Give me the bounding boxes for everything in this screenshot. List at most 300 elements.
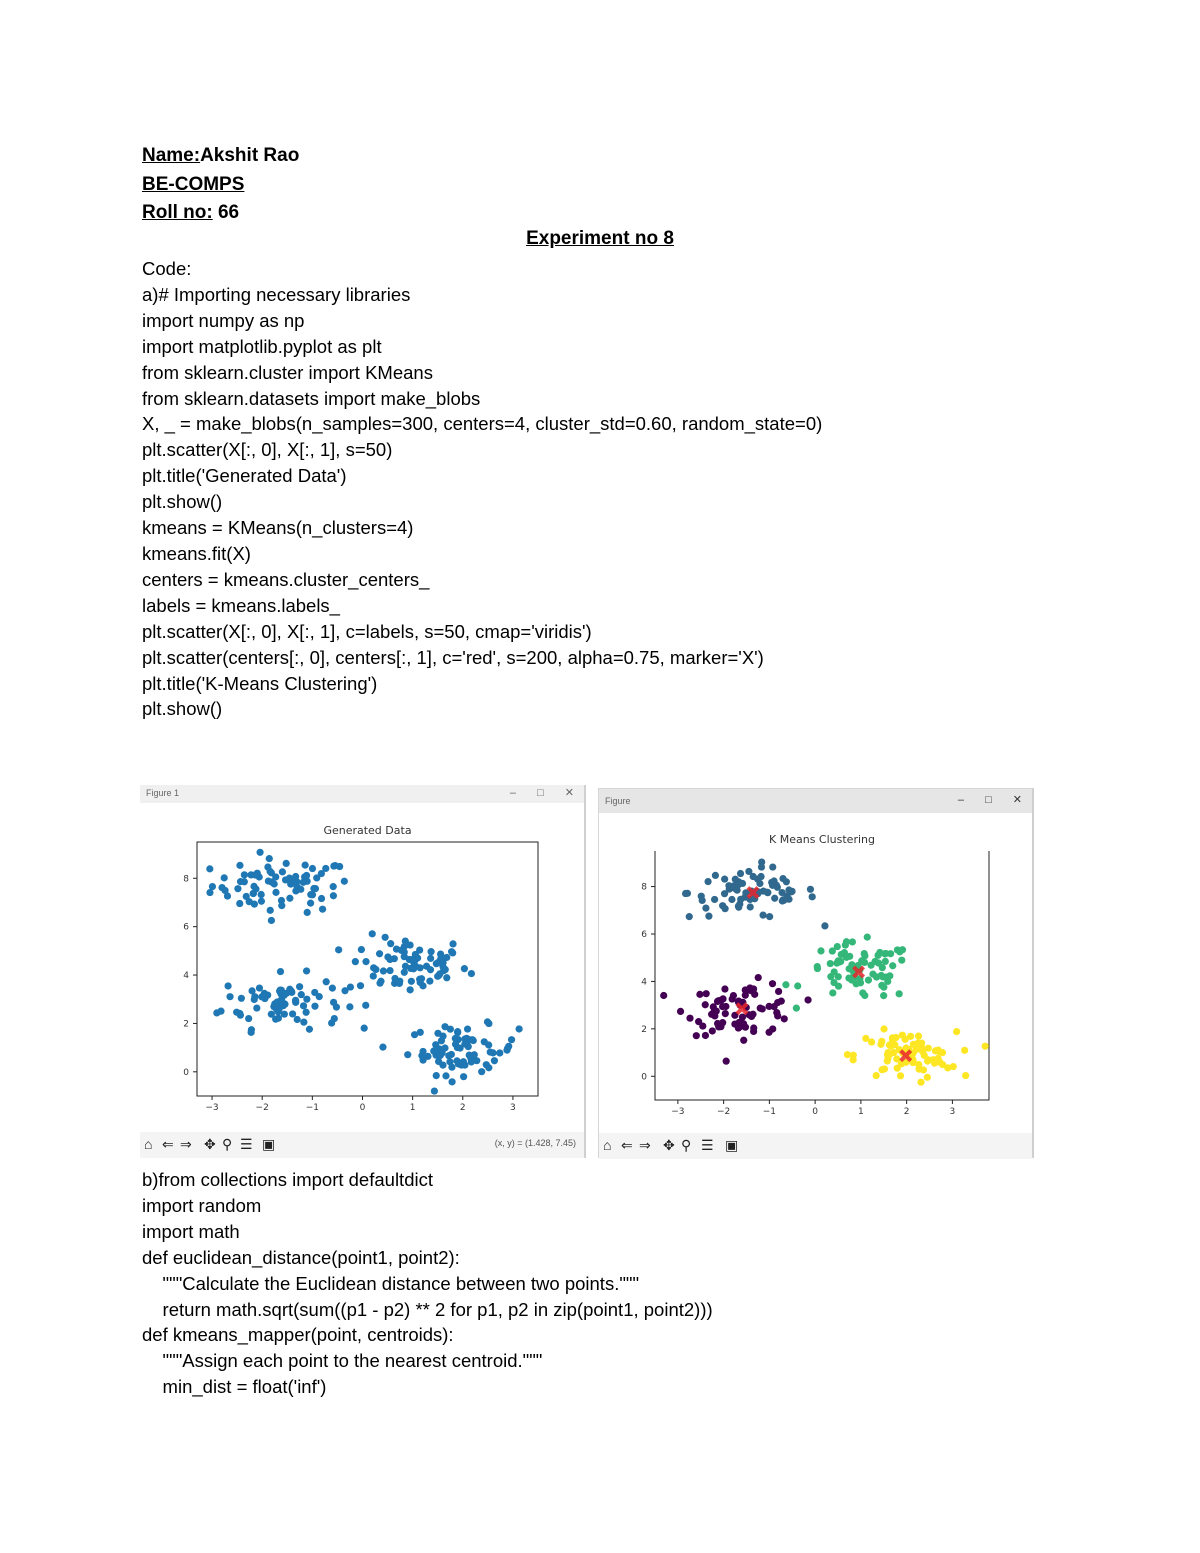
data-point <box>408 978 415 985</box>
data-point <box>300 1002 307 1009</box>
roll-value: 66 <box>212 202 240 223</box>
data-point <box>861 959 868 966</box>
chart-title: K Means Clustering <box>769 833 875 846</box>
data-point <box>880 992 887 999</box>
code-line: plt.scatter(centers[:, 0], centers[:, 1], c='red', s=200, alpha=0.75, marker='X') <box>142 646 764 668</box>
data-point <box>218 884 225 891</box>
code-line: plt.scatter(X[:, 0], X[:, 1], c=labels, s=50, cmap='viridis') <box>142 620 592 642</box>
data-point <box>407 941 414 948</box>
data-point <box>333 1004 340 1011</box>
home-icon[interactable]: ⌂ <box>603 1137 612 1153</box>
data-point <box>715 997 722 1004</box>
data-point <box>352 958 359 965</box>
data-point <box>728 896 735 903</box>
data-point <box>910 1041 917 1048</box>
data-point <box>380 967 387 974</box>
data-point <box>277 968 284 975</box>
data-point <box>427 948 434 955</box>
data-point <box>491 1057 498 1064</box>
data-point <box>272 889 279 896</box>
pan-icon[interactable]: ✥ <box>204 1136 216 1152</box>
data-point <box>742 1024 749 1031</box>
data-point <box>283 860 290 867</box>
data-point <box>278 998 285 1005</box>
data-point <box>267 868 274 875</box>
data-point <box>721 985 728 992</box>
data-point <box>341 878 348 885</box>
data-point <box>286 875 293 882</box>
close-icon[interactable]: ✕ <box>564 787 574 799</box>
name-value: Akshit Rao <box>200 145 300 166</box>
data-point <box>804 996 811 1003</box>
data-point <box>370 972 377 979</box>
data-point <box>268 1011 275 1018</box>
figure-toolbar <box>599 1133 1032 1159</box>
y-tick-label: 4 <box>183 971 189 982</box>
data-point <box>769 863 776 870</box>
data-point <box>843 938 850 945</box>
data-point <box>329 985 336 992</box>
data-point <box>712 872 719 879</box>
data-point <box>850 1056 857 1063</box>
data-point <box>312 885 319 892</box>
code-line: """Assign each point to the nearest centroid.""" <box>142 1350 543 1372</box>
data-point <box>221 874 228 881</box>
x-tick-label: −3 <box>205 1103 219 1113</box>
data-point <box>785 886 792 893</box>
code-line: centers = kmeans.cluster_centers_ <box>142 568 430 590</box>
data-point <box>217 1008 224 1015</box>
data-point <box>206 865 213 872</box>
kmeans-clustering-chart <box>599 789 1035 1133</box>
code-line: import random <box>142 1194 262 1216</box>
data-point <box>309 865 316 872</box>
plot-frame <box>197 842 538 1096</box>
data-point <box>865 977 872 984</box>
data-point <box>750 985 757 992</box>
data-point <box>886 972 893 979</box>
x-tick-label: −1 <box>762 1107 777 1117</box>
data-point <box>953 1028 960 1035</box>
code-line: def euclidean_distance(point1, point2): <box>142 1246 460 1268</box>
forward-icon[interactable]: ⇒ <box>180 1136 192 1152</box>
data-point <box>286 895 293 902</box>
data-point <box>404 1051 411 1058</box>
data-point <box>449 940 456 947</box>
data-point <box>485 1064 492 1071</box>
x-tick-label: 0 <box>359 1103 366 1113</box>
data-point <box>386 967 393 974</box>
data-point <box>769 980 776 987</box>
data-point <box>939 1061 946 1068</box>
data-point <box>962 1072 969 1079</box>
code-line: import matplotlib.pyplot as plt <box>142 335 382 357</box>
data-point <box>427 955 434 962</box>
data-point <box>272 873 279 880</box>
data-point <box>821 922 828 929</box>
data-point <box>759 912 766 919</box>
y-tick-label: 6 <box>641 930 647 940</box>
data-point <box>717 1023 724 1030</box>
data-point <box>288 988 295 995</box>
data-point <box>686 1015 693 1022</box>
home-icon[interactable]: ⌂ <box>144 1136 153 1152</box>
maximize-icon[interactable]: □ <box>985 794 992 806</box>
data-point <box>827 960 834 967</box>
x-tick-label: −3 <box>671 1107 685 1117</box>
data-point <box>226 993 233 1000</box>
data-point <box>930 1056 937 1063</box>
data-point <box>861 950 868 957</box>
code-line: return math.sqrt(sum((p1 - p2) ** 2 for p1, p2 in zip(point1, point2))) <box>142 1298 713 1320</box>
data-point <box>376 950 383 957</box>
figure-window-kmeans <box>598 788 1034 1158</box>
data-point <box>889 1036 896 1043</box>
data-point <box>455 1060 462 1067</box>
data-point <box>311 1003 318 1010</box>
data-point <box>448 948 455 955</box>
data-point <box>426 978 433 985</box>
code-line: labels = kmeans.labels_ <box>142 594 340 616</box>
y-tick-label: 4 <box>641 977 647 988</box>
data-point <box>464 1025 471 1032</box>
data-point <box>401 969 408 976</box>
data-point <box>830 979 837 986</box>
data-point <box>864 934 871 941</box>
data-point <box>835 957 842 964</box>
data-point <box>846 953 853 960</box>
data-point <box>461 1040 468 1047</box>
close-icon[interactable]: ✕ <box>1012 794 1022 806</box>
data-point <box>279 868 286 875</box>
data-point <box>897 1072 904 1079</box>
data-point <box>879 973 886 980</box>
data-point <box>898 957 905 964</box>
data-point <box>419 1048 426 1055</box>
data-point <box>433 1072 440 1079</box>
save-icon[interactable]: ▣ <box>262 1136 276 1152</box>
data-point <box>387 940 394 947</box>
back-icon[interactable]: ⇐ <box>621 1137 633 1153</box>
name-label: Name: <box>142 145 201 166</box>
data-point <box>439 959 446 966</box>
y-tick-label: 0 <box>641 1072 647 1083</box>
data-point <box>775 988 782 995</box>
data-point <box>919 1048 926 1055</box>
data-point <box>362 1002 369 1009</box>
data-point <box>303 996 310 1003</box>
code-line: from sklearn.datasets import make_blobs <box>142 387 481 409</box>
dept-label: BE-COMPS <box>142 173 245 195</box>
x-tick-label: 1 <box>409 1103 416 1113</box>
data-point <box>289 1010 296 1017</box>
data-point <box>307 900 314 907</box>
data-point <box>398 947 405 954</box>
data-point <box>330 883 337 890</box>
x-tick-label: 2 <box>459 1103 466 1113</box>
data-point <box>396 978 403 985</box>
data-point <box>248 1029 255 1036</box>
data-point <box>225 982 232 989</box>
data-point <box>437 1052 444 1059</box>
data-point <box>328 1019 335 1026</box>
data-point <box>750 873 757 880</box>
data-point <box>307 891 314 898</box>
code-block-b <box>142 1167 713 1400</box>
data-point <box>306 1026 313 1033</box>
data-point <box>880 984 887 991</box>
data-point <box>357 982 364 989</box>
data-point <box>686 913 693 920</box>
code-line: plt.title('Generated Data') <box>142 465 347 487</box>
data-point <box>780 897 787 904</box>
data-point <box>693 1032 700 1039</box>
data-point <box>677 1008 684 1015</box>
code-line: min_dist = float('inf') <box>142 1376 327 1398</box>
zoom-icon[interactable]: ⚲ <box>222 1136 233 1152</box>
data-point <box>734 887 741 894</box>
data-point <box>735 878 742 885</box>
data-point <box>504 1045 511 1052</box>
chart-title: Generated Data <box>323 824 412 837</box>
data-point <box>915 1066 922 1073</box>
data-point <box>268 917 275 924</box>
data-point <box>362 958 369 965</box>
data-point <box>313 874 320 881</box>
code-line: kmeans.fit(X) <box>142 542 251 564</box>
data-point <box>737 870 744 877</box>
data-point <box>276 987 283 994</box>
y-tick-label: 8 <box>641 882 647 893</box>
data-point <box>382 934 389 941</box>
y-tick-label: 2 <box>641 1024 647 1035</box>
save-icon[interactable]: ▣ <box>725 1137 739 1153</box>
code-line: import math <box>142 1220 240 1242</box>
data-point <box>296 983 303 990</box>
data-point <box>896 990 903 997</box>
data-point <box>708 1011 715 1018</box>
data-point <box>722 1010 729 1017</box>
data-point <box>379 1044 386 1051</box>
code-line: plt.scatter(X[:, 0], X[:, 1], s=50) <box>142 439 393 461</box>
data-point <box>896 948 903 955</box>
data-point <box>887 1042 894 1049</box>
data-point <box>252 871 259 878</box>
data-point <box>809 893 816 900</box>
pan-icon[interactable]: ✥ <box>663 1137 675 1153</box>
data-point <box>876 949 883 956</box>
data-point <box>982 1043 989 1050</box>
data-point <box>950 1063 957 1070</box>
data-point <box>894 1065 901 1072</box>
data-point <box>757 1005 764 1012</box>
code-line: import numpy as np <box>142 309 305 331</box>
figure-toolbar <box>140 1132 584 1158</box>
data-point <box>311 989 318 996</box>
code-line: kmeans = KMeans(n_clusters=4) <box>142 517 414 539</box>
data-point <box>441 1023 448 1030</box>
data-point <box>915 1032 922 1039</box>
data-point <box>278 902 285 909</box>
data-point <box>496 1049 503 1056</box>
data-point <box>867 962 874 969</box>
data-point <box>749 1011 756 1018</box>
data-point <box>233 1009 240 1016</box>
data-point <box>237 878 244 885</box>
data-point <box>696 991 703 998</box>
data-point <box>261 990 268 997</box>
data-point <box>386 956 393 963</box>
data-point <box>924 1074 931 1081</box>
data-point <box>873 1072 880 1079</box>
data-point <box>361 1025 368 1032</box>
code-line: plt.show() <box>142 491 223 513</box>
data-point <box>346 1003 353 1010</box>
data-point <box>250 890 257 897</box>
subplots-icon[interactable]: ☰ <box>701 1137 714 1153</box>
data-point <box>236 900 243 907</box>
data-point <box>461 1061 468 1068</box>
code-line: plt.title('K-Means Clustering') <box>142 672 378 694</box>
data-point <box>332 862 339 869</box>
data-point <box>893 1055 900 1062</box>
data-point <box>838 951 845 958</box>
data-point <box>238 995 245 1002</box>
data-point <box>303 967 310 974</box>
data-point <box>265 877 272 884</box>
data-point <box>448 1051 455 1058</box>
data-point <box>771 895 778 902</box>
data-point <box>794 982 801 989</box>
data-point <box>281 1011 288 1018</box>
data-point <box>702 1001 709 1008</box>
data-point <box>485 1020 492 1027</box>
data-point <box>760 887 767 894</box>
data-point <box>719 902 726 909</box>
data-point <box>817 947 824 954</box>
generated-data-chart <box>140 785 586 1132</box>
data-point <box>319 906 326 913</box>
data-point <box>719 1003 726 1010</box>
data-point <box>774 884 781 891</box>
data-point <box>917 1079 924 1086</box>
data-point <box>416 946 423 953</box>
data-point <box>740 1037 747 1044</box>
data-point <box>300 1019 307 1026</box>
forward-icon[interactable]: ⇒ <box>639 1137 651 1153</box>
data-point <box>241 871 248 878</box>
data-point <box>705 913 712 920</box>
data-point <box>782 981 789 988</box>
data-point <box>711 896 718 903</box>
data-point <box>256 984 263 991</box>
y-tick-label: 6 <box>183 922 189 933</box>
data-point <box>298 991 305 998</box>
data-point <box>882 958 889 965</box>
data-point <box>703 990 710 997</box>
roll-line <box>142 199 299 228</box>
name-line <box>142 142 299 171</box>
data-point <box>302 862 309 869</box>
data-point <box>721 876 728 883</box>
code-line: from sklearn.cluster import KMeans <box>142 361 433 383</box>
data-point <box>410 959 417 966</box>
zoom-icon[interactable]: ⚲ <box>681 1137 692 1153</box>
data-point <box>857 979 864 986</box>
data-point <box>418 975 425 982</box>
data-point <box>292 997 299 1004</box>
data-point <box>781 1015 788 1022</box>
maximize-icon[interactable]: □ <box>537 787 544 799</box>
data-point <box>758 863 765 870</box>
data-point <box>889 962 896 969</box>
x-tick-label: 3 <box>949 1107 956 1117</box>
data-point <box>303 872 310 879</box>
data-point <box>699 1022 706 1029</box>
data-point <box>376 980 383 987</box>
data-point <box>417 964 424 971</box>
data-point <box>468 1058 475 1065</box>
data-point <box>878 1066 885 1073</box>
data-point <box>256 849 263 856</box>
data-point <box>304 909 311 916</box>
data-point <box>868 1038 875 1045</box>
data-point <box>294 1016 301 1023</box>
data-point <box>660 992 667 999</box>
minimize-icon[interactable]: – <box>509 787 516 799</box>
data-point <box>246 898 253 905</box>
code-line: b)from collections import defaultdict <box>142 1169 433 1190</box>
data-point <box>431 1087 438 1094</box>
data-point <box>303 1009 310 1016</box>
data-point <box>774 1012 781 1019</box>
data-point <box>266 855 273 862</box>
data-point <box>834 943 841 950</box>
code-line: a)# Importing necessary libraries <box>142 283 411 305</box>
x-tick-label: −1 <box>305 1103 319 1113</box>
data-point <box>750 1028 757 1035</box>
x-tick-label: −2 <box>255 1103 269 1113</box>
data-point <box>258 898 265 905</box>
data-point <box>253 1004 260 1011</box>
back-icon[interactable]: ⇐ <box>162 1136 174 1152</box>
data-point <box>435 1058 442 1065</box>
data-point <box>234 885 241 892</box>
data-point <box>341 987 348 994</box>
data-point <box>778 998 785 1005</box>
experiment-title: Experiment no 8 <box>526 228 674 249</box>
data-point <box>807 886 814 893</box>
data-point <box>411 1031 418 1038</box>
figure-window-generated-data <box>140 785 586 1158</box>
data-point <box>323 978 330 985</box>
data-point <box>487 1049 494 1056</box>
data-point <box>829 989 836 996</box>
data-point <box>682 890 689 897</box>
data-point <box>939 1049 946 1056</box>
data-point <box>460 1073 467 1080</box>
data-point <box>423 963 430 970</box>
data-point <box>478 1068 485 1075</box>
data-point <box>224 892 231 899</box>
code-line: X, _ = make_blobs(n_samples=300, centers=4, cluster_std=0.60, random_state=0) <box>142 413 823 435</box>
subplots-icon[interactable]: ☰ <box>240 1136 253 1152</box>
minimize-icon[interactable]: – <box>957 794 964 806</box>
data-point <box>709 1027 716 1034</box>
data-point <box>258 891 265 898</box>
data-point <box>737 896 744 903</box>
roll-label: Roll no: <box>142 202 213 223</box>
